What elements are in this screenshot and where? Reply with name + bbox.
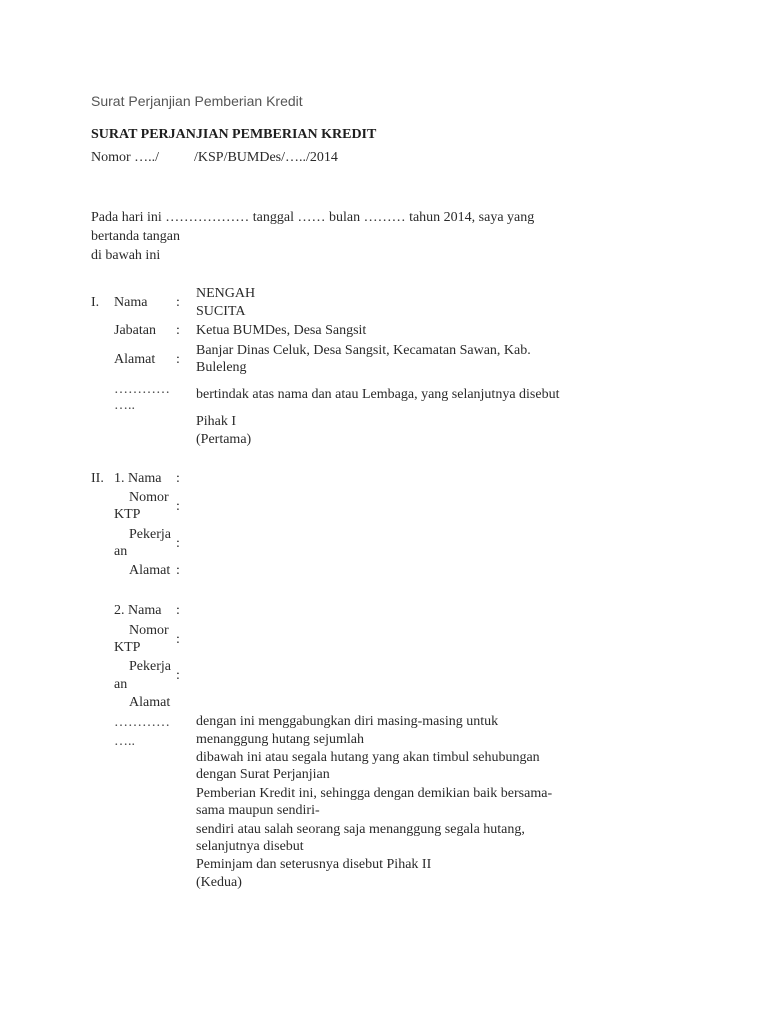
person-1-nama-label: 1. Nama bbox=[114, 471, 162, 486]
person-1-alamat-label: Alamat bbox=[129, 563, 171, 578]
person-2-nama-label: 2. Nama bbox=[114, 603, 162, 618]
party-designation: (Pertama) bbox=[196, 432, 252, 447]
nama-label: Nama bbox=[114, 295, 148, 310]
blank-dots: ………… bbox=[114, 715, 170, 730]
colon: : bbox=[176, 295, 180, 310]
nama-value: SUCITA bbox=[196, 304, 246, 319]
document-title: SURAT PERJANJIAN PEMBERIAN KREDIT bbox=[91, 127, 377, 142]
intro-line: bertanda tangan bbox=[91, 229, 181, 244]
person-2-alamat-label: Alamat bbox=[129, 695, 171, 710]
colon: : bbox=[176, 668, 180, 683]
party-designation: Pihak I bbox=[196, 414, 237, 429]
alamat-label: Alamat bbox=[114, 352, 156, 367]
person-1-nomor-label: Nomor bbox=[129, 490, 169, 505]
nomor-suffix: /KSP/BUMDes/…../2014 bbox=[194, 150, 338, 165]
alamat-value: Buleleng bbox=[196, 360, 247, 375]
nama-value: NENGAH bbox=[196, 286, 256, 301]
colon: : bbox=[176, 323, 180, 338]
nomor-prefix: Nomor …../ bbox=[91, 150, 160, 165]
person-2-pekerjaan-label: Pekerja bbox=[129, 659, 171, 674]
document-caption: Surat Perjanjian Pemberian Kredit bbox=[91, 93, 303, 109]
section-2-statement-line: Pemberian Kredit ini, sehingga dengan demikian baik bersama- bbox=[196, 786, 553, 801]
blank-dots: ….. bbox=[114, 398, 135, 413]
colon: : bbox=[176, 536, 180, 551]
blank-dots: ….. bbox=[114, 734, 135, 749]
section-2-statement-line: dibawah ini atau segala hutang yang akan timbul sehubungan bbox=[196, 750, 540, 765]
intro-line: Pada hari ini ……………… tanggal …… bulan ……… tahun 2014, saya yang bbox=[91, 210, 535, 225]
colon: : bbox=[176, 471, 180, 486]
blank-dots: ………… bbox=[114, 382, 170, 397]
section-2-statement-line: dengan ini menggabungkan diri masing-masing untuk bbox=[196, 714, 499, 729]
section-2-statement-line: Peminjam dan seterusnya disebut Pihak II bbox=[196, 857, 432, 872]
colon: : bbox=[176, 352, 180, 367]
section-2-statement-line: menanggung hutang sejumlah bbox=[196, 732, 364, 747]
section-2-statement-line: selanjutnya disebut bbox=[196, 839, 304, 854]
section-2-statement-line: (Kedua) bbox=[196, 875, 242, 890]
person-2-nomor-label: Nomor bbox=[129, 623, 169, 638]
section-1-statement: bertindak atas nama dan atau Lembaga, yang selanjutnya disebut bbox=[196, 387, 560, 402]
section-2-statement-line: sendiri atau salah seorang saja menanggung segala hutang, bbox=[196, 822, 525, 837]
intro-line: di bawah ini bbox=[91, 248, 161, 263]
colon: : bbox=[176, 563, 180, 578]
person-2-ktp-label: KTP bbox=[114, 640, 141, 655]
section-2-numeral: II. bbox=[91, 471, 104, 486]
person-1-pekerjaan-wrap: an bbox=[114, 544, 128, 559]
section-1-numeral: I. bbox=[91, 295, 100, 310]
colon: : bbox=[176, 603, 180, 618]
jabatan-label: Jabatan bbox=[114, 323, 156, 338]
jabatan-value: Ketua BUMDes, Desa Sangsit bbox=[196, 323, 367, 338]
colon: : bbox=[176, 632, 180, 647]
person-2-pekerjaan-wrap: an bbox=[114, 677, 128, 692]
person-1-pekerjaan-label: Pekerja bbox=[129, 527, 171, 542]
section-2-statement-line: dengan Surat Perjanjian bbox=[196, 767, 330, 782]
alamat-value: Banjar Dinas Celuk, Desa Sangsit, Kecamatan Sawan, Kab. bbox=[196, 343, 531, 358]
person-1-ktp-label: KTP bbox=[114, 507, 141, 522]
colon: : bbox=[176, 499, 180, 514]
section-2-statement-line: sama maupun sendiri- bbox=[196, 803, 320, 818]
